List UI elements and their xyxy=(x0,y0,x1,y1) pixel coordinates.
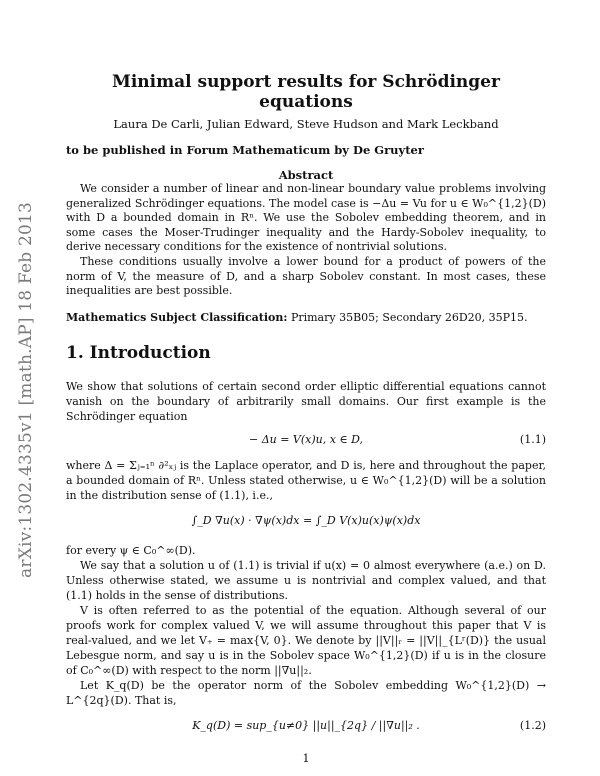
body-paragraph: V is often referred to as the potential of the equation. Although several of our proofs work for complex valued V, we will assume throughout this paper that V is real-valued, and we let V₊ = max{V, 0}. We denote by ||V||ᵣ = ||V||_{Lʳ(D)} the usual Lebesgue norm, and say u is in the Sobolev space W₀^{1,2}(D) if u is in the closure of C₀^∞(D) with respect to the norm ||∇u||₂. xyxy=(66,604,546,677)
body-text xyxy=(66,379,546,738)
body-paragraph: where Δ = Σⱼ₌₁ⁿ ∂²ₓⱼ is the Laplace operator, and D is, here and throughout the paper, a bounded domain of Rⁿ. Unless stated otherwise, u ∈ W₀^{1,2}(D) will be a solution in the distribution sense of (1.1), i.e., xyxy=(66,459,546,502)
body-paragraph: for every ψ ∈ C₀^∞(D). xyxy=(66,544,196,557)
body-paragraph: Let K_q(D) be the operator norm of the Sobolev embedding W₀^{1,2}(D) → L^{2q}(D). That is, xyxy=(66,679,546,707)
abstract-paragraph: These conditions usually involve a lower bound for a product of powers of the norm of V, the measure of D, and a sharp Sobolev constant. In most cases, these inequalities are best possible. xyxy=(66,254,546,298)
abstract-paragraph: We consider a number of linear and non-linear boundary value problems involving generalized Schrödinger equations. The model case is −Δu = Vu for u ∈ W₀^{1,2}(D) with D a bounded domain in Rⁿ. We use the Sobolev embedding theorem, and in some cases the Moser-Trudinger inequality and the Hardy-Sobolev inequality, to derive necessary conditions for the existence of nontrivial solutions. xyxy=(66,182,546,254)
equation-weak-form xyxy=(66,513,546,533)
equation-1-2 xyxy=(66,718,546,738)
equation-text: − Δu = V(x)u, x ∈ D, xyxy=(248,433,364,446)
paper-title: Minimal support results for Schrödinger equations xyxy=(112,72,500,112)
equation-1-1 xyxy=(66,432,546,452)
equation-number: (1.1) xyxy=(519,433,546,446)
publication-note: to be published in Forum Mathematicum by De Gruyter xyxy=(66,143,424,157)
equation-text: ∫_D ∇u(x) · ∇ψ(x)dx = ∫_D V(x)u(x)ψ(x)dx xyxy=(191,514,421,527)
msc-value: Primary 35B05; Secondary 26D20, 35P15. xyxy=(290,311,528,324)
abstract xyxy=(66,182,546,299)
equation-text: K_q(D) = sup_{u≠0} ||u||_{2q} / ||∇u||₂ . xyxy=(192,719,420,732)
msc-label: Mathematics Subject Classification: xyxy=(66,311,288,324)
section-heading: 1. Introduction xyxy=(66,343,211,363)
author-list: Laura De Carli, Julian Edward, Steve Hudson and Mark Leckband xyxy=(113,117,499,131)
arxiv-identifier: arXiv:1302.4335v1 [math.AP] 18 Feb 2013 xyxy=(16,201,36,579)
body-paragraph: We show that solutions of certain second order elliptic differential equations cannot vanish on the boundary of arbitrarily small domains. Our first example is the Schrödinger equation xyxy=(66,380,546,423)
arxiv-sidebar xyxy=(8,180,44,600)
body-paragraph: We say that a solution u of (1.1) is trivial if u(x) = 0 almost everywhere (a.e.) on D. Unless otherwise stated, we assume u is nontrivial and complex valued, and that (1.1) holds in the sense of distributions. xyxy=(66,559,546,602)
equation-number: (1.2) xyxy=(519,719,546,732)
subject-classification xyxy=(66,311,528,324)
page-number: 1 xyxy=(302,752,310,765)
abstract-heading: Abstract xyxy=(278,168,334,182)
